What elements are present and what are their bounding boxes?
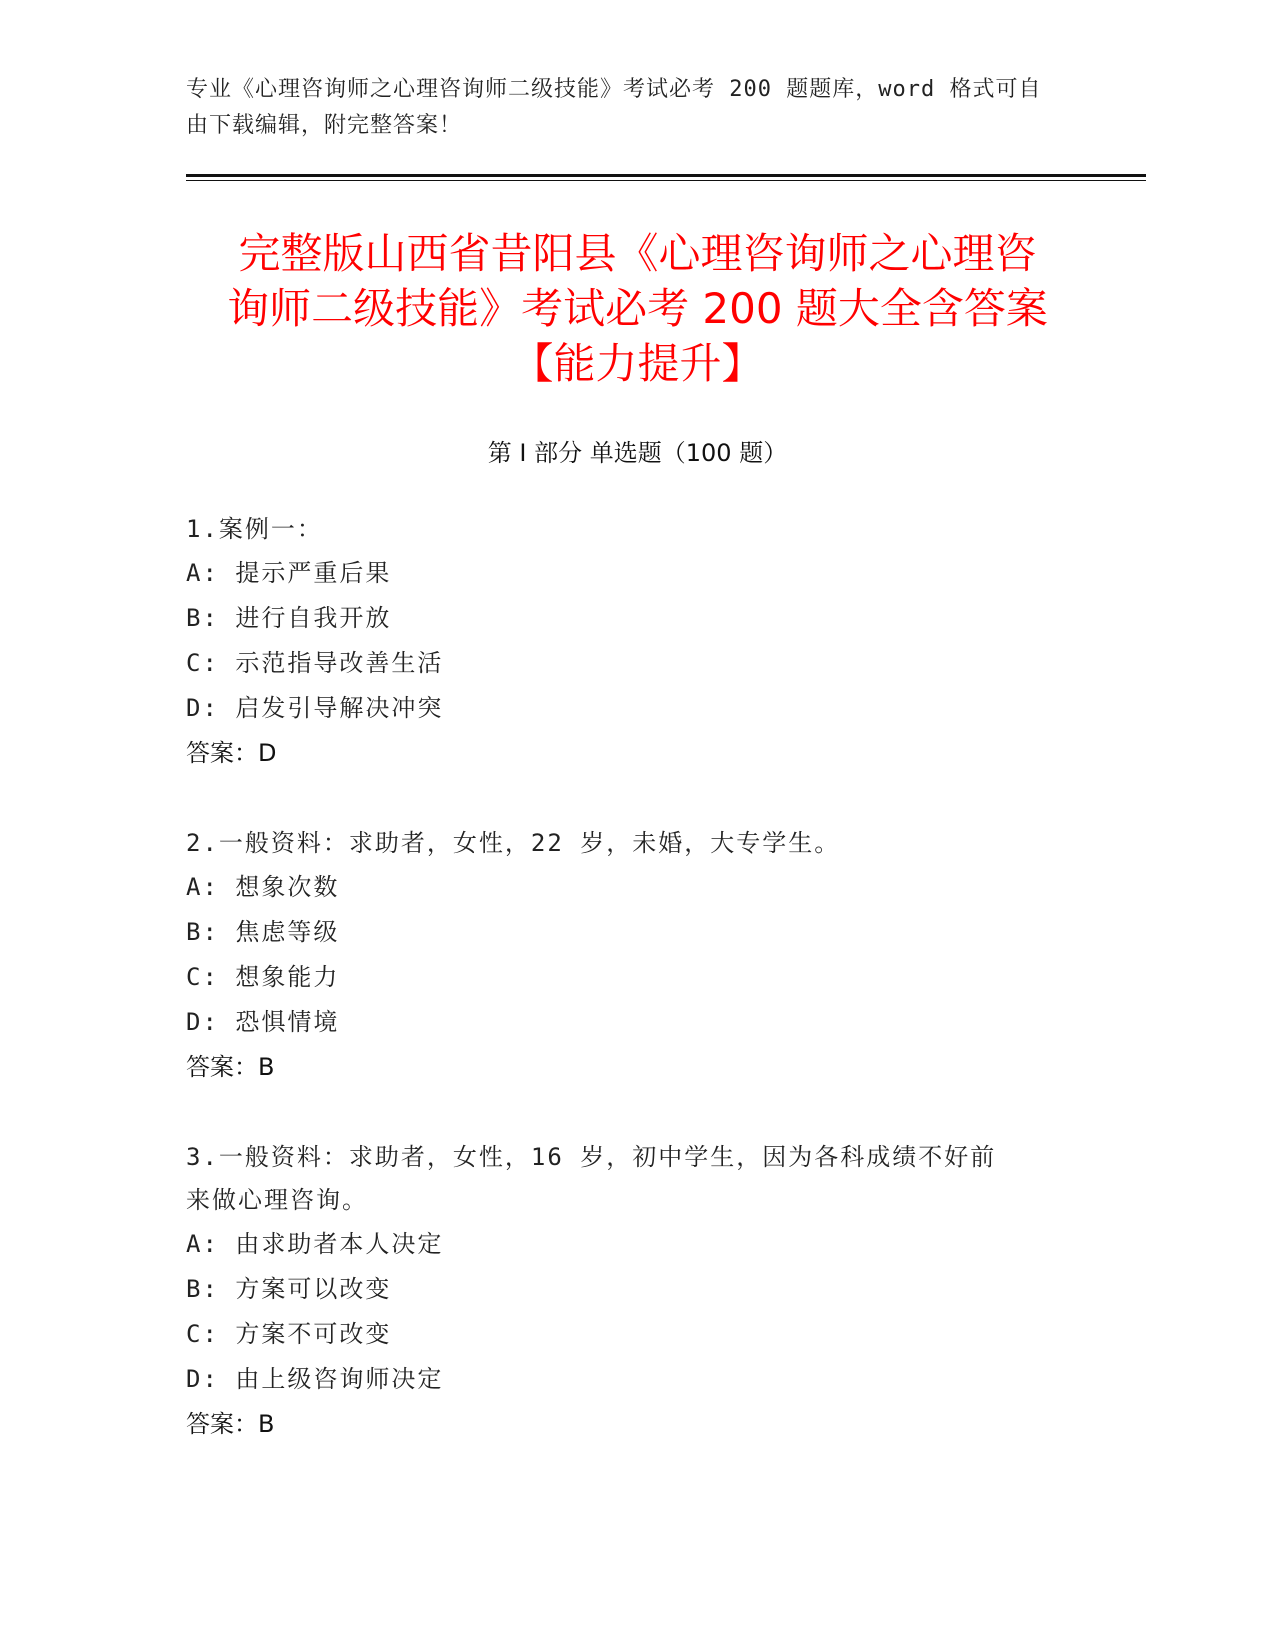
question-stem: 2.一般资料：求助者，女性，22 岁，未婚，大专学生。 (186, 829, 841, 857)
title-line-3: 【能力提升】 (511, 339, 764, 388)
title-line-1: 完整版山西省昔阳县《心理咨询师之心理咨 (238, 229, 1037, 278)
title-line-2: 询师二级技能》考试必考 200 题大全含答案 (227, 284, 1048, 333)
option-a: A: 提示严重后果 (186, 559, 392, 587)
option-b: B: 方案可以改变 (186, 1275, 392, 1303)
answer-label: 答案：B (186, 1410, 275, 1438)
question-2 (186, 822, 1066, 1090)
section-heading: 第 I 部分 单选题（100 题） (487, 439, 788, 467)
header-note-line-1: 专业《心理咨询师之心理咨询师二级技能》考试必考 200 题题库，word 格式可自 (186, 77, 1042, 102)
option-d: D: 启发引导解决冲突 (186, 694, 444, 722)
header-divider-thin (186, 180, 1146, 181)
option-b: B: 进行自我开放 (186, 604, 392, 632)
question-1 (186, 508, 1066, 776)
header-divider-thick (186, 174, 1146, 177)
option-b: B: 焦虑等级 (186, 918, 340, 946)
header-note (186, 72, 1066, 144)
answer-label: 答案：B (186, 1053, 275, 1081)
question-3 (186, 1136, 1066, 1447)
option-d: D: 恐惧情境 (186, 1008, 340, 1036)
option-c: C: 示范指导改善生活 (186, 649, 444, 677)
question-stem: 1.案例一： (186, 515, 323, 543)
question-stem-line-1: 3.一般资料：求助者，女性，16 岁，初中学生，因为各科成绩不好前 (186, 1143, 997, 1171)
header-note-line-2: 由下载编辑，附完整答案！ (186, 113, 463, 138)
question-stem-line-2: 来做心理咨询。 (186, 1186, 368, 1214)
option-c: C: 想象能力 (186, 963, 340, 991)
document-title (150, 226, 1125, 391)
option-a: A: 想象次数 (186, 873, 340, 901)
answer-label: 答案：D (186, 739, 277, 767)
option-c: C: 方案不可改变 (186, 1320, 392, 1348)
option-a: A: 由求助者本人决定 (186, 1230, 444, 1258)
option-d: D: 由上级咨询师决定 (186, 1365, 444, 1393)
